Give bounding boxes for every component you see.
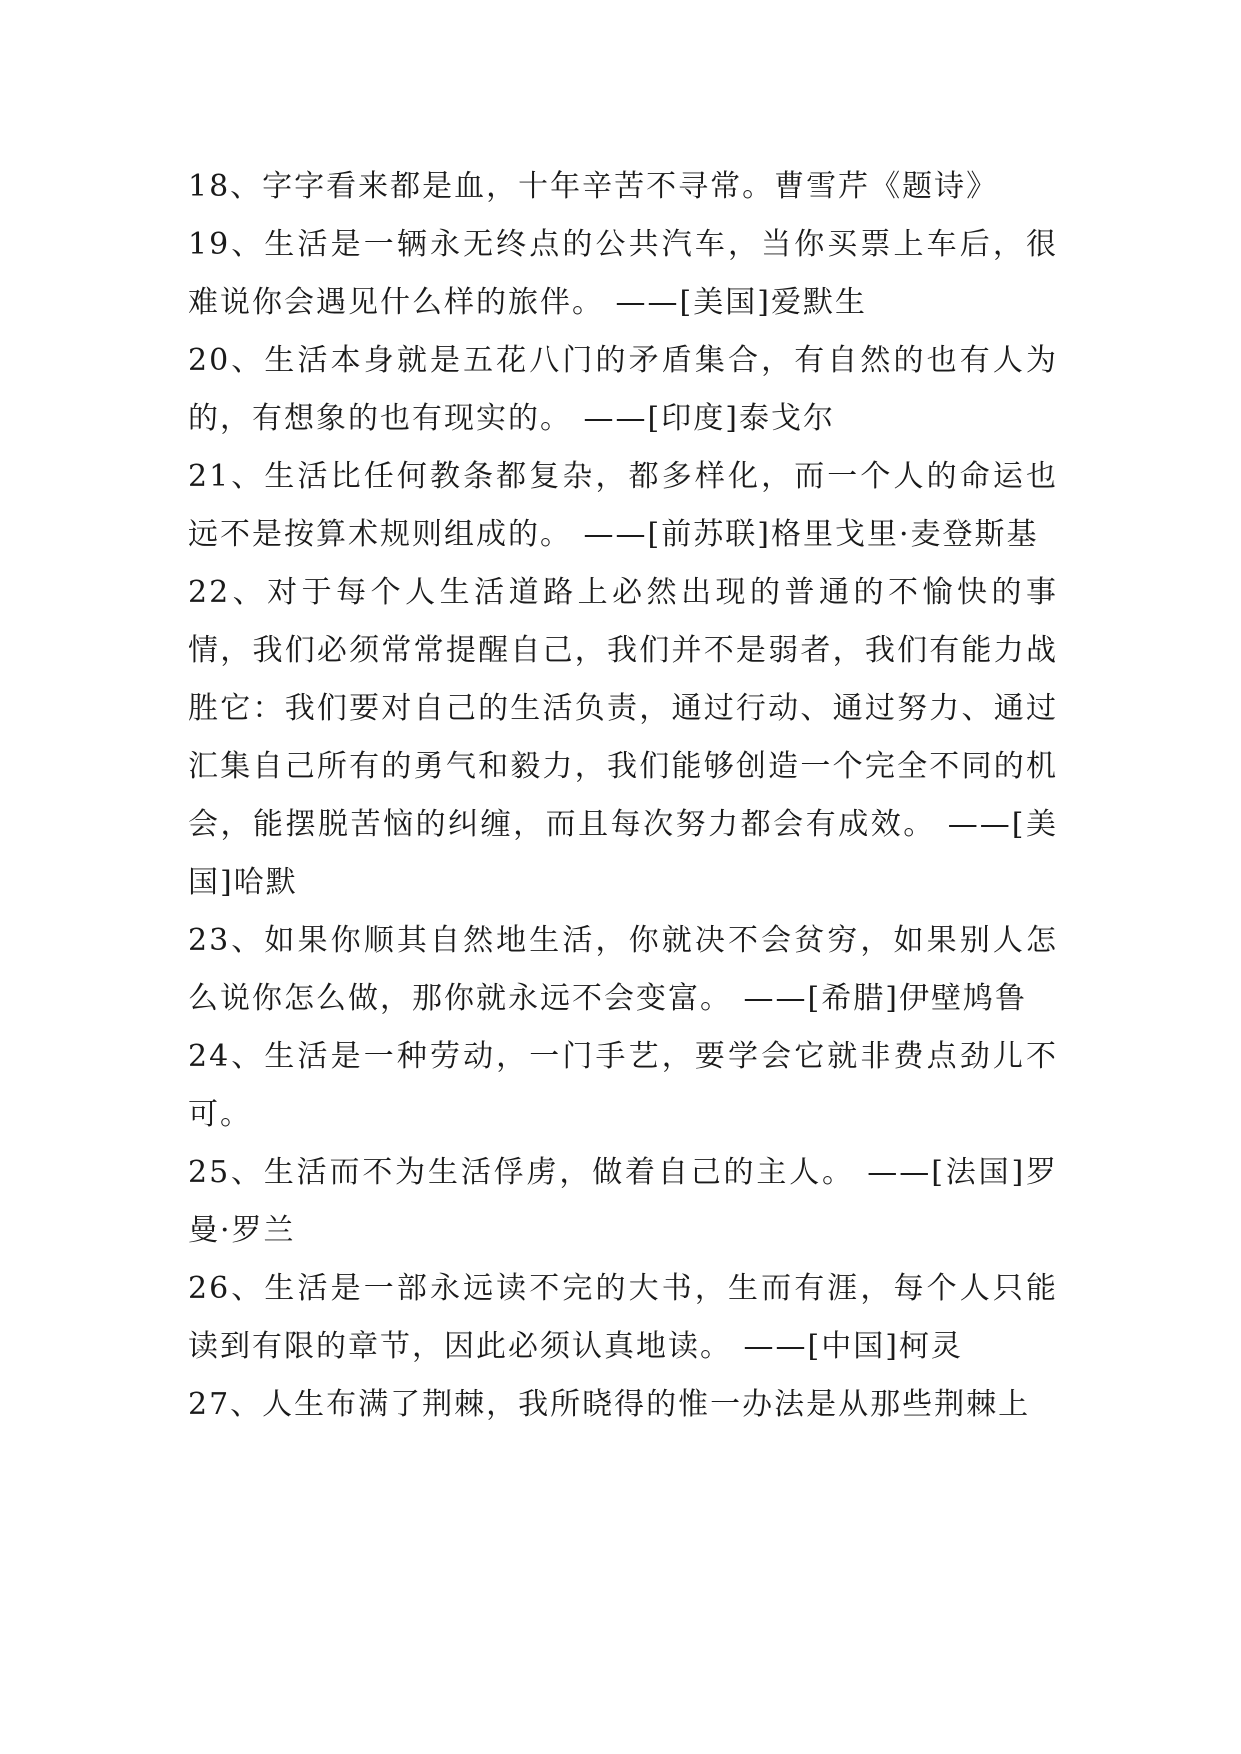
quote-paragraph-20: 20、生活本身就是五花八门的矛盾集合，有自然的也有人为的，有想象的也有现实的。 ——[印度]泰戈尔 [188, 343, 1058, 436]
quote-paragraph-18: 18、字字看来都是血，十年辛苦不寻常。曹雪芹《题诗》 [188, 169, 999, 204]
quote-paragraph-26: 26、生活是一部永远读不完的大书，生而有涯，每个人只能读到有限的章节，因此必须认真地读。 ——[中国]柯灵 [188, 1271, 1058, 1364]
quote-paragraph-27: 27、人生布满了荆棘，我所晓得的惟一办法是从那些荆棘上 [188, 1387, 1031, 1422]
quote-paragraph-23: 23、如果你顺其自然地生活，你就决不会贫穷，如果别人怎么说你怎么做，那你就永远不会变富。 ——[希腊]伊壁鸠鲁 [188, 923, 1058, 1016]
document-body [188, 158, 1058, 1434]
quote-paragraph-25: 25、生活而不为生活俘虏，做着自己的主人。 ——[法国]罗曼·罗兰 [188, 1155, 1058, 1248]
quote-paragraph-21: 21、生活比任何教条都复杂，都多样化，而一个人的命运也远不是按算术规则组成的。 ——[前苏联]格里戈里·麦登斯基 [188, 459, 1058, 552]
quote-paragraph-22: 22、对于每个人生活道路上必然出现的普通的不愉快的事情，我们必须常常提醒自己，我们并不是弱者，我们有能力战胜它：我们要对自己的生活负责，通过行动、通过努力、通过汇集自己所有的勇气和毅力，我们能够创造一个完全不同的机会，能摆脱苦恼的纠缠，而且每次努力都会有成效。 ——[美国]哈默 [188, 575, 1058, 900]
quote-paragraph-24: 24、生活是一种劳动，一门手艺，要学会它就非费点劲儿不可。 [188, 1039, 1058, 1132]
quote-paragraph-19: 19、生活是一辆永无终点的公共汽车，当你买票上车后，很难说你会遇见什么样的旅伴。 ——[美国]爱默生 [188, 227, 1058, 320]
